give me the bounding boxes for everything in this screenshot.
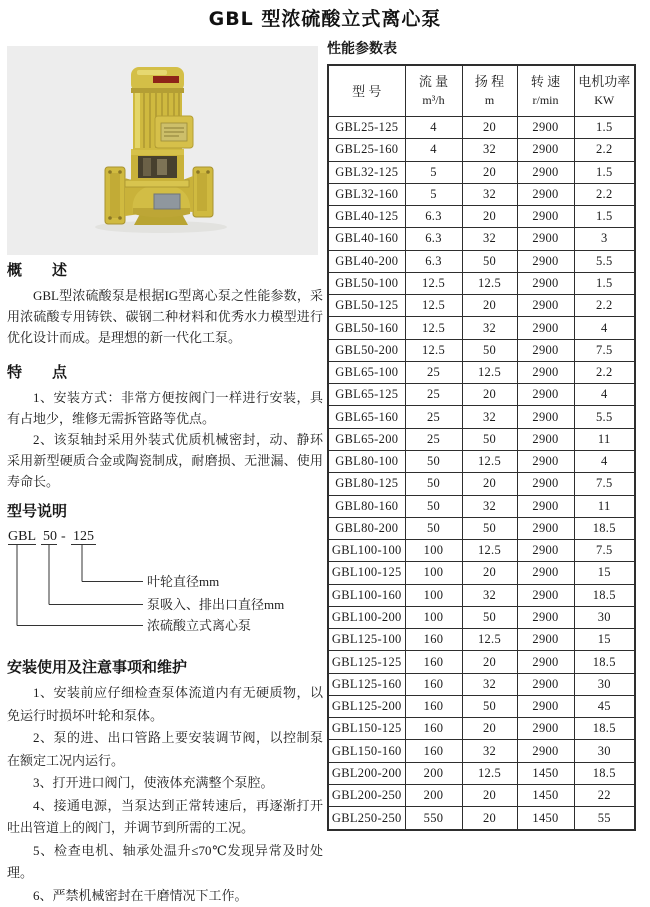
table-row bbox=[328, 740, 635, 762]
table-row bbox=[328, 317, 635, 339]
table-cell: GBL250-250 bbox=[328, 807, 405, 830]
install-item: 3、打开进口阀门，使液体充满整个泵腔。 bbox=[7, 772, 323, 795]
table-cell: 1450 bbox=[517, 762, 574, 784]
table-cell: 50 bbox=[462, 339, 517, 361]
table-row bbox=[328, 651, 635, 673]
col-header-flow: 流 量 m³/h bbox=[405, 65, 462, 117]
table-cell: 5 bbox=[405, 183, 462, 205]
table-cell: GBL50-200 bbox=[328, 339, 405, 361]
table-cell: 160 bbox=[405, 740, 462, 762]
table-cell: 2.2 bbox=[574, 183, 635, 205]
table-cell: 32 bbox=[462, 673, 517, 695]
table-row bbox=[328, 495, 635, 517]
install-item: 5、检查电机、轴承处温升≤70℃发现异常及时处理。 bbox=[7, 840, 323, 885]
table-cell: 11 bbox=[574, 428, 635, 450]
table-cell: 2900 bbox=[517, 517, 574, 539]
product-photo bbox=[7, 46, 318, 255]
table-cell: 15 bbox=[574, 629, 635, 651]
table-cell: 4 bbox=[405, 139, 462, 161]
table-cell: GBL50-100 bbox=[328, 272, 405, 294]
table-cell: 5 bbox=[405, 161, 462, 183]
table-cell: 2900 bbox=[517, 361, 574, 383]
table-cell: 160 bbox=[405, 695, 462, 717]
table-row bbox=[328, 473, 635, 495]
overview-heading: 概 述 bbox=[7, 259, 323, 280]
install-item: 4、接通电源，当泵达到正常转速后，再逐渐打开吐出管道上的阀门，并调节到所需的工况。 bbox=[7, 795, 323, 840]
table-cell: GBL125-160 bbox=[328, 673, 405, 695]
left-column bbox=[7, 259, 323, 907]
table-row bbox=[328, 228, 635, 250]
table-row bbox=[328, 428, 635, 450]
table-cell: 20 bbox=[462, 117, 517, 139]
table-cell: 32 bbox=[462, 584, 517, 606]
table-row bbox=[328, 295, 635, 317]
table-cell: 160 bbox=[405, 718, 462, 740]
model-code-port: 50 bbox=[43, 529, 57, 544]
table-cell: GBL40-160 bbox=[328, 228, 405, 250]
overview-body: GBL型浓硫酸泵是根据IG型离心泵之性能参数，采用浓硫酸专用铸铁、碳钢二种材料和优秀水力模型进行优化设计而成。是理想的新一代化工泵。 bbox=[7, 285, 323, 348]
table-cell: 12.5 bbox=[462, 540, 517, 562]
table-cell: 20 bbox=[462, 651, 517, 673]
table-cell: GBL32-160 bbox=[328, 183, 405, 205]
table-row bbox=[328, 784, 635, 806]
table-cell: 50 bbox=[462, 428, 517, 450]
table-cell: GBL200-200 bbox=[328, 762, 405, 784]
table-cell: 50 bbox=[462, 250, 517, 272]
table-cell: 6.3 bbox=[405, 250, 462, 272]
table-cell: 6.3 bbox=[405, 228, 462, 250]
table-cell: 2900 bbox=[517, 117, 574, 139]
table-cell: 20 bbox=[462, 784, 517, 806]
table-cell: GBL65-200 bbox=[328, 428, 405, 450]
table-cell: 1450 bbox=[517, 807, 574, 830]
table-row bbox=[328, 807, 635, 830]
table-cell: 20 bbox=[462, 295, 517, 317]
table-cell: 2900 bbox=[517, 540, 574, 562]
table-cell: GBL65-125 bbox=[328, 384, 405, 406]
table-cell: 7.5 bbox=[574, 473, 635, 495]
table-cell: 30 bbox=[574, 740, 635, 762]
table-cell: 160 bbox=[405, 673, 462, 695]
table-cell: GBL200-250 bbox=[328, 784, 405, 806]
model-heading: 型号说明 bbox=[7, 500, 323, 521]
table-cell: 30 bbox=[574, 606, 635, 628]
table-cell: 100 bbox=[405, 540, 462, 562]
table-row bbox=[328, 762, 635, 784]
table-cell: 2900 bbox=[517, 718, 574, 740]
table-cell: 2900 bbox=[517, 606, 574, 628]
table-cell: GBL25-125 bbox=[328, 117, 405, 139]
table-cell: 2900 bbox=[517, 161, 574, 183]
table-cell: 7.5 bbox=[574, 540, 635, 562]
table-cell: 20 bbox=[462, 807, 517, 830]
table-cell: 4 bbox=[574, 317, 635, 339]
table-cell: 100 bbox=[405, 562, 462, 584]
table-cell: 20 bbox=[462, 206, 517, 228]
table-cell: 160 bbox=[405, 651, 462, 673]
table-cell: 2.2 bbox=[574, 361, 635, 383]
table-cell: 32 bbox=[462, 228, 517, 250]
table-cell: GBL50-160 bbox=[328, 317, 405, 339]
table-cell: GBL40-200 bbox=[328, 250, 405, 272]
table-cell: GBL32-125 bbox=[328, 161, 405, 183]
table-cell: 2900 bbox=[517, 428, 574, 450]
table-cell: GBL80-160 bbox=[328, 495, 405, 517]
table-cell: 50 bbox=[462, 695, 517, 717]
table-cell: 2900 bbox=[517, 183, 574, 205]
table-row bbox=[328, 584, 635, 606]
table-cell: 4 bbox=[405, 117, 462, 139]
pump-illustration bbox=[7, 46, 318, 255]
table-cell: 50 bbox=[405, 473, 462, 495]
table-cell: 2900 bbox=[517, 473, 574, 495]
table-cell: 55 bbox=[574, 807, 635, 830]
install-item: 1、安装前应仔细检查泵体流道内有无硬质物，以免运行时损坏叶轮和泵体。 bbox=[7, 682, 323, 727]
table-cell: 18.5 bbox=[574, 517, 635, 539]
table-cell: 200 bbox=[405, 762, 462, 784]
model-label-series: 浓硫酸立式离心泵 bbox=[147, 618, 251, 633]
table-cell: 25 bbox=[405, 384, 462, 406]
table-cell: 50 bbox=[405, 450, 462, 472]
table-cell: 20 bbox=[462, 718, 517, 740]
table-cell: 12.5 bbox=[462, 450, 517, 472]
table-cell: 50 bbox=[405, 495, 462, 517]
performance-table-body bbox=[328, 117, 635, 831]
table-cell: 2900 bbox=[517, 250, 574, 272]
table-cell: 2.2 bbox=[574, 139, 635, 161]
feature-item: 1、安装方式：非常方便按阀门一样进行安装，具有占地少，维修无需拆管路等优点。 bbox=[7, 387, 323, 429]
table-row bbox=[328, 161, 635, 183]
table-cell: 30 bbox=[574, 673, 635, 695]
table-row bbox=[328, 117, 635, 139]
table-row bbox=[328, 206, 635, 228]
table-cell: GBL100-200 bbox=[328, 606, 405, 628]
performance-table bbox=[327, 64, 636, 831]
table-cell: GBL100-100 bbox=[328, 540, 405, 562]
table-cell: 100 bbox=[405, 606, 462, 628]
table-cell: 32 bbox=[462, 183, 517, 205]
table-cell: 45 bbox=[574, 695, 635, 717]
table-row bbox=[328, 562, 635, 584]
table-cell: 32 bbox=[462, 740, 517, 762]
table-cell: GBL25-160 bbox=[328, 139, 405, 161]
table-cell: 50 bbox=[405, 517, 462, 539]
table-row bbox=[328, 718, 635, 740]
table-cell: GBL150-125 bbox=[328, 718, 405, 740]
table-cell: 1.5 bbox=[574, 206, 635, 228]
features-heading: 特 点 bbox=[7, 361, 323, 382]
install-heading: 安装使用及注意事项和维护 bbox=[7, 656, 323, 677]
model-label-port: 泵吸入、排出口直径mm bbox=[147, 597, 284, 612]
table-cell: GBL125-100 bbox=[328, 629, 405, 651]
table-cell: GBL125-200 bbox=[328, 695, 405, 717]
feature-item: 2、该泵轴封采用外装式优质机械密封，动、静环采用新型硬质合金或陶瓷制成，耐磨损、无泄漏、使用寿命长。 bbox=[7, 429, 323, 492]
table-cell: 12.5 bbox=[405, 272, 462, 294]
table-cell: 4 bbox=[574, 450, 635, 472]
table-cell: GBL65-100 bbox=[328, 361, 405, 383]
table-cell: 2.2 bbox=[574, 295, 635, 317]
table-cell: 12.5 bbox=[405, 295, 462, 317]
table-row bbox=[328, 361, 635, 383]
table-cell: 1450 bbox=[517, 784, 574, 806]
install-item: 6、严禁机械密封在干磨情况下工作。 bbox=[7, 885, 323, 907]
table-cell: 2900 bbox=[517, 272, 574, 294]
table-cell: 12.5 bbox=[462, 361, 517, 383]
table-cell: GBL100-125 bbox=[328, 562, 405, 584]
table-cell: 20 bbox=[462, 562, 517, 584]
table-row bbox=[328, 695, 635, 717]
model-code-series: GBL bbox=[8, 529, 36, 544]
right-column bbox=[327, 38, 645, 831]
table-row bbox=[328, 272, 635, 294]
table-cell: GBL80-200 bbox=[328, 517, 405, 539]
table-cell: GBL100-160 bbox=[328, 584, 405, 606]
table-cell: 25 bbox=[405, 406, 462, 428]
table-cell: 5.5 bbox=[574, 406, 635, 428]
table-cell: 4 bbox=[574, 384, 635, 406]
table-cell: 18.5 bbox=[574, 718, 635, 740]
table-cell: 2900 bbox=[517, 139, 574, 161]
table-cell: 15 bbox=[574, 562, 635, 584]
table-cell: 200 bbox=[405, 784, 462, 806]
table-cell: GBL150-160 bbox=[328, 740, 405, 762]
table-cell: 20 bbox=[462, 473, 517, 495]
table-row bbox=[328, 406, 635, 428]
table-cell: 160 bbox=[405, 629, 462, 651]
table-cell: 1.5 bbox=[574, 272, 635, 294]
table-row bbox=[328, 139, 635, 161]
table-cell: 2900 bbox=[517, 406, 574, 428]
table-cell: 50 bbox=[462, 606, 517, 628]
table-row bbox=[328, 250, 635, 272]
table-row bbox=[328, 606, 635, 628]
table-row bbox=[328, 517, 635, 539]
table-cell: 7.5 bbox=[574, 339, 635, 361]
table-cell: 20 bbox=[462, 384, 517, 406]
table-cell: 32 bbox=[462, 139, 517, 161]
table-cell: 12.5 bbox=[462, 629, 517, 651]
table-cell: GBL40-125 bbox=[328, 206, 405, 228]
table-cell: 2900 bbox=[517, 651, 574, 673]
model-code-dash: - bbox=[61, 529, 66, 544]
table-caption: 性能参数表 bbox=[327, 38, 645, 58]
table-cell: GBL65-160 bbox=[328, 406, 405, 428]
col-header-speed: 转 速 r/min bbox=[517, 65, 574, 117]
table-cell: 32 bbox=[462, 406, 517, 428]
table-cell: 12.5 bbox=[462, 762, 517, 784]
table-cell: 11 bbox=[574, 495, 635, 517]
model-label-impeller: 叶轮直径mm bbox=[147, 574, 219, 589]
table-cell: 550 bbox=[405, 807, 462, 830]
table-cell: 18.5 bbox=[574, 762, 635, 784]
table-cell: 12.5 bbox=[405, 317, 462, 339]
table-cell: 12.5 bbox=[405, 339, 462, 361]
table-cell: 2900 bbox=[517, 629, 574, 651]
table-row bbox=[328, 629, 635, 651]
table-row bbox=[328, 450, 635, 472]
table-cell: 2900 bbox=[517, 228, 574, 250]
table-cell: 25 bbox=[405, 361, 462, 383]
table-cell: GBL80-100 bbox=[328, 450, 405, 472]
table-cell: 2900 bbox=[517, 206, 574, 228]
table-row bbox=[328, 673, 635, 695]
table-cell: 2900 bbox=[517, 562, 574, 584]
table-cell: 3 bbox=[574, 228, 635, 250]
table-cell: 25 bbox=[405, 428, 462, 450]
table-cell: 2900 bbox=[517, 384, 574, 406]
table-cell: GBL50-125 bbox=[328, 295, 405, 317]
table-cell: 2900 bbox=[517, 740, 574, 762]
table-cell: 2900 bbox=[517, 695, 574, 717]
table-cell: 2900 bbox=[517, 673, 574, 695]
table-row bbox=[328, 540, 635, 562]
table-cell: 2900 bbox=[517, 584, 574, 606]
table-cell: 32 bbox=[462, 495, 517, 517]
table-cell: 1.5 bbox=[574, 117, 635, 139]
col-header-power: 电机功率 KW bbox=[574, 65, 635, 117]
table-cell: 2900 bbox=[517, 339, 574, 361]
table-cell: 18.5 bbox=[574, 584, 635, 606]
table-cell: 2900 bbox=[517, 317, 574, 339]
table-cell: 22 bbox=[574, 784, 635, 806]
table-header-row bbox=[328, 65, 635, 117]
col-header-model: 型 号 bbox=[328, 65, 405, 117]
col-header-head: 扬 程 m bbox=[462, 65, 517, 117]
table-cell: 5.5 bbox=[574, 250, 635, 272]
model-code-impeller: 125 bbox=[73, 529, 94, 544]
table-cell: GBL80-125 bbox=[328, 473, 405, 495]
table-cell: 1.5 bbox=[574, 161, 635, 183]
table-row bbox=[328, 384, 635, 406]
table-row bbox=[328, 183, 635, 205]
table-cell: 2900 bbox=[517, 495, 574, 517]
table-cell: 100 bbox=[405, 584, 462, 606]
table-cell: 6.3 bbox=[405, 206, 462, 228]
table-row bbox=[328, 339, 635, 361]
install-item: 2、泵的进、出口管路上要安装调节阀，以控制泵在额定工况内运行。 bbox=[7, 727, 323, 772]
table-cell: GBL125-125 bbox=[328, 651, 405, 673]
table-cell: 20 bbox=[462, 161, 517, 183]
table-cell: 12.5 bbox=[462, 272, 517, 294]
table-cell: 18.5 bbox=[574, 651, 635, 673]
table-cell: 32 bbox=[462, 317, 517, 339]
page-title: GBL 型浓硫酸立式离心泵 bbox=[0, 4, 650, 31]
table-cell: 2900 bbox=[517, 450, 574, 472]
table-cell: 2900 bbox=[517, 295, 574, 317]
table-cell: 50 bbox=[462, 517, 517, 539]
model-code-diagram bbox=[7, 526, 323, 648]
